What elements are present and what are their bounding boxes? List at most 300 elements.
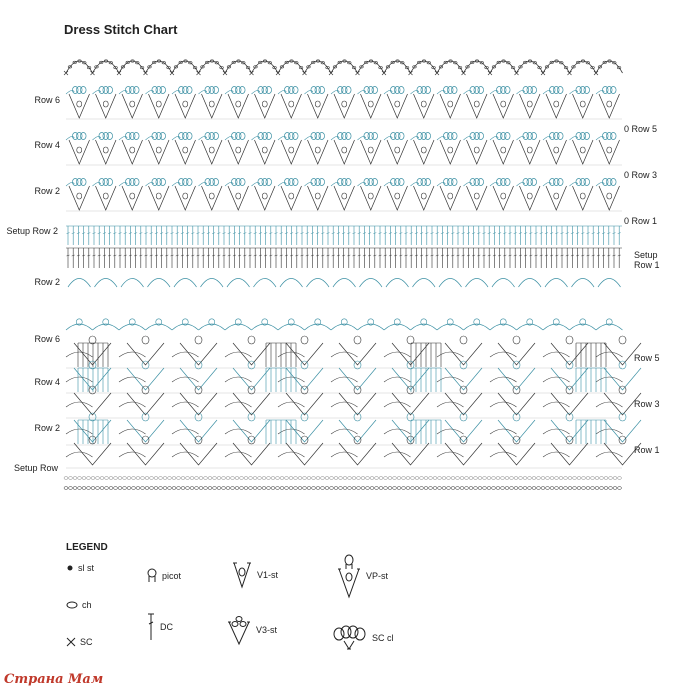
foundation-chain: [438, 487, 442, 490]
chain-stitch: [103, 147, 108, 153]
chain-arch: [278, 402, 305, 407]
chain-arch: [543, 402, 570, 407]
chain-arch: [331, 429, 358, 434]
v-stitch: [127, 443, 164, 465]
v-stitch: [233, 443, 270, 465]
setup-chain: [172, 477, 176, 480]
setup-chain: [469, 477, 473, 480]
chain-stitch: [607, 193, 612, 199]
chain-stitch: [448, 193, 453, 199]
v-stitch: [546, 94, 567, 118]
foundation-chain: [82, 487, 86, 490]
chain-stitch: [130, 147, 135, 153]
picot-arch: [199, 324, 226, 330]
foundation-chain: [262, 487, 266, 490]
setup-chain: [69, 477, 73, 480]
foundation-chain: [564, 487, 568, 490]
foundation-chain: [159, 487, 163, 490]
v-stitch: [546, 140, 567, 164]
chain-arch: [413, 279, 436, 288]
foundation-chain: [555, 487, 559, 490]
chain-arch: [490, 429, 517, 434]
chain-arch: [331, 352, 358, 357]
vp-picot: [513, 413, 520, 421]
setup-chain: [168, 477, 172, 480]
sc-stitch: [488, 71, 492, 75]
lower-left-label-setup-row: Setup Row: [13, 463, 58, 473]
foundation-chain: [519, 487, 523, 490]
v-stitch: [445, 343, 482, 365]
foundation-chain: [352, 487, 356, 490]
sc-icon: [66, 637, 76, 647]
v-stitch: [604, 420, 641, 442]
setup-chain: [478, 477, 482, 480]
v-stitch: [599, 94, 620, 118]
v-stitch: [599, 140, 620, 164]
chain-arch: [172, 377, 199, 382]
sc-cluster: [160, 133, 166, 140]
foundation-chain: [577, 487, 581, 490]
foundation-chain: [483, 487, 487, 490]
picot-arch: [464, 324, 491, 330]
v-stitch: [445, 420, 482, 442]
v-stitch: [440, 186, 461, 210]
vp-picot: [460, 336, 467, 344]
sc-cluster: [451, 133, 457, 140]
sc-cluster: [292, 179, 298, 186]
chain-arch: [146, 61, 173, 73]
foundation-chain: [289, 487, 293, 490]
picot-arch: [570, 324, 597, 330]
sc-cluster: [478, 87, 484, 94]
chain-stitch: [501, 147, 506, 153]
sc-cluster: [133, 179, 139, 186]
chain-arch: [278, 61, 305, 73]
foundation-chain: [537, 487, 541, 490]
foundation-chain: [451, 487, 455, 490]
v-stitch: [149, 94, 170, 118]
v-stitch: [69, 186, 90, 210]
setup-chain: [618, 477, 622, 480]
chain-arch: [490, 402, 517, 407]
sc-stitch: [541, 71, 545, 75]
chain-arch: [66, 429, 93, 434]
foundation-chain: [478, 487, 482, 490]
foundation-chain: [510, 487, 514, 490]
setup-chain: [204, 477, 208, 480]
foundation-chain: [127, 487, 131, 490]
sc-stitch: [594, 71, 598, 75]
setup-chain: [150, 477, 154, 480]
chain-arch: [384, 452, 411, 457]
setup-chain: [568, 477, 572, 480]
foundation-chain: [600, 487, 604, 490]
foundation-chain: [298, 487, 302, 490]
setup-chain: [483, 477, 487, 480]
foundation-chain: [613, 487, 617, 490]
foundation-chain: [222, 487, 226, 490]
v-stitch: [127, 368, 164, 390]
setup-chain: [600, 477, 604, 480]
sc-cluster: [372, 179, 378, 186]
foundation-chain: [325, 487, 329, 490]
setup-chain: [397, 477, 401, 480]
setup-chain: [456, 477, 460, 480]
v-stitch: [74, 443, 111, 465]
sc-cluster: [186, 179, 192, 186]
chain-stitch: [77, 101, 82, 107]
chain-stitch: [209, 101, 214, 107]
chain-arch: [119, 377, 146, 382]
setup-chain: [276, 477, 280, 480]
vp-picot: [566, 436, 573, 444]
chain-stitch: [501, 193, 506, 199]
chain-stitch: [474, 193, 479, 199]
sc-stitch: [250, 71, 254, 75]
sc-cluster: [531, 179, 537, 186]
foundation-chain: [87, 487, 91, 490]
foundation-chain: [141, 487, 145, 490]
v-stitch: [122, 140, 143, 164]
setup-chain: [613, 477, 617, 480]
foundation-chain: [64, 487, 68, 490]
foundation-chain: [375, 487, 379, 490]
lower-left-label-row2: Row 2: [34, 423, 60, 433]
sc-cluster: [451, 179, 457, 186]
chain-arch: [225, 452, 252, 457]
legend-dc: [146, 612, 173, 642]
v-stitch: [361, 94, 382, 118]
v-stitch: [180, 420, 217, 442]
setup-chain: [267, 477, 271, 480]
sc-cluster: [239, 87, 245, 94]
foundation-chain: [546, 487, 550, 490]
setup-chain: [235, 477, 239, 480]
v-stitch: [392, 343, 429, 365]
setup-chain: [222, 477, 226, 480]
v-stitch: [467, 140, 488, 164]
foundation-chain: [361, 487, 365, 490]
chain-stitch: [448, 147, 453, 153]
chain-arch: [437, 61, 464, 73]
sc-cluster: [425, 87, 431, 94]
foundation-chain: [492, 487, 496, 490]
v-stitch: [233, 393, 270, 415]
setup-chain: [82, 477, 86, 480]
chain-arch: [172, 352, 199, 357]
chain-stitch: [501, 101, 506, 107]
vp-picot: [460, 413, 467, 421]
sc-stitch: [91, 71, 95, 75]
chain-arch: [172, 61, 199, 73]
setup-chain: [528, 477, 532, 480]
setup-chain: [510, 477, 514, 480]
chain-stitch: [474, 101, 479, 107]
picot-arch: [437, 324, 464, 330]
sc-stitch: [303, 71, 307, 75]
v-stitch: [74, 368, 111, 390]
foundation-chain: [433, 487, 437, 490]
setup-chain: [226, 477, 230, 480]
foundation-chain: [73, 487, 77, 490]
v-stitch: [180, 368, 217, 390]
chain-stitch: [262, 147, 267, 153]
setup-chain: [586, 477, 590, 480]
sc-stitch: [568, 71, 572, 75]
foundation-chain: [568, 487, 572, 490]
foundation-chain: [424, 487, 428, 490]
v-stitch: [520, 140, 541, 164]
v-stitch: [96, 186, 117, 210]
chain-arch: [225, 352, 252, 357]
setup-chain: [294, 477, 298, 480]
sc-cluster: [160, 179, 166, 186]
chart-title: Dress Stitch Chart: [64, 22, 178, 37]
foundation-chain: [109, 487, 113, 490]
chain-stitch: [183, 193, 188, 199]
setup-chain: [312, 477, 316, 480]
chain-stitch: [580, 147, 585, 153]
chain-stitch: [580, 101, 585, 107]
sc-cluster: [80, 87, 86, 94]
v-stitch: [339, 368, 376, 390]
sc-cluster: [133, 87, 139, 94]
setup-chain: [325, 477, 329, 480]
sc-cluster: [80, 179, 86, 186]
chain-arch: [331, 452, 358, 457]
chain-arch: [466, 279, 489, 288]
chain-arch: [490, 61, 517, 73]
v-stitch: [445, 443, 482, 465]
foundation-chain: [388, 487, 392, 490]
chain-arch: [437, 402, 464, 407]
setup-chain: [195, 477, 199, 480]
v-stitch: [498, 443, 535, 465]
chain-arch: [386, 279, 409, 288]
v-stitch: [387, 94, 408, 118]
setup-chain: [262, 477, 266, 480]
picot-arch: [93, 324, 120, 330]
foundation-chain: [316, 487, 320, 490]
v-stitch: [392, 420, 429, 442]
sc-cluster: [266, 179, 272, 186]
chain-arch: [384, 429, 411, 434]
vp-picot: [248, 413, 255, 421]
foundation-chain: [231, 487, 235, 490]
upper-left-label-row6: Row 6: [34, 95, 60, 105]
foundation-chain: [541, 487, 545, 490]
picot-icon: [146, 568, 158, 584]
foundation-chain: [348, 487, 352, 490]
picot-arch: [384, 324, 411, 330]
setup-chain: [393, 477, 397, 480]
v1-st-icon: [231, 560, 253, 590]
setup-chain: [307, 477, 311, 480]
chain-arch: [199, 61, 226, 73]
chain-stitch: [368, 147, 373, 153]
chain-arch: [225, 377, 252, 382]
chain-stitch: [77, 147, 82, 153]
vp-picot: [513, 436, 520, 444]
watermark-logo: Страна Мам: [4, 672, 104, 687]
foundation-chain: [195, 487, 199, 490]
v-stitch: [498, 420, 535, 442]
v-stitch: [202, 186, 223, 210]
chain-stitch: [580, 193, 585, 199]
foundation-chain: [154, 487, 158, 490]
sc-cluster: [610, 133, 616, 140]
v-stitch: [233, 343, 270, 365]
setup-chain: [132, 477, 136, 480]
foundation-chain: [123, 487, 127, 490]
v-stitch: [445, 368, 482, 390]
foundation-chain: [595, 487, 599, 490]
sc-cluster: [425, 133, 431, 140]
sc-stitch: [515, 71, 519, 75]
v-stitch: [361, 186, 382, 210]
setup-chain: [523, 477, 527, 480]
upper-left-label-row2-bottom: Row 2: [34, 277, 60, 287]
sc-cluster: [557, 179, 563, 186]
setup-chain: [249, 477, 253, 480]
foundation-chain: [460, 487, 464, 490]
foundation-chain: [96, 487, 100, 490]
picot-arch: [543, 324, 570, 330]
lower-chart: [64, 319, 641, 490]
chain-stitch: [395, 147, 400, 153]
foundation-chain: [586, 487, 590, 490]
foundation-chain: [307, 487, 311, 490]
v-stitch: [520, 94, 541, 118]
foundation-chain: [469, 487, 473, 490]
setup-chain: [127, 477, 131, 480]
foundation-chain: [442, 487, 446, 490]
chain-arch: [331, 377, 358, 382]
legend-sc-label: SC: [80, 637, 93, 647]
chain-arch: [360, 279, 383, 288]
foundation-chain: [258, 487, 262, 490]
v-stitch: [551, 368, 588, 390]
sc-cluster: [504, 133, 510, 140]
chain-stitch: [236, 193, 241, 199]
sc-cluster: [584, 87, 590, 94]
vp-picot: [566, 336, 573, 344]
vp-picot: [195, 336, 202, 344]
foundation-chain: [321, 487, 325, 490]
sc-cluster: [160, 87, 166, 94]
foundation-chain: [181, 487, 185, 490]
setup-chain: [159, 477, 163, 480]
v-stitch: [286, 343, 323, 365]
setup-chain: [429, 477, 433, 480]
setup-chain: [564, 477, 568, 480]
ch-icon: [66, 601, 78, 609]
chain-arch: [490, 352, 517, 357]
v-stitch: [286, 443, 323, 465]
foundation-chain: [294, 487, 298, 490]
upper-right-label-row3: 0 Row 3: [624, 170, 658, 180]
chain-stitch: [183, 101, 188, 107]
chain-arch: [66, 402, 93, 407]
chain-stitch: [342, 193, 347, 199]
v-stitch: [498, 393, 535, 415]
setup-chain: [550, 477, 554, 480]
foundation-chain: [366, 487, 370, 490]
setup-chain: [78, 477, 82, 480]
setup-chain: [96, 477, 100, 480]
setup-chain: [375, 477, 379, 480]
v-stitch: [180, 343, 217, 365]
sc-cluster: [557, 133, 563, 140]
foundation-chain: [204, 487, 208, 490]
sc-cluster: [292, 87, 298, 94]
setup-chain: [604, 477, 608, 480]
dc-icon: [146, 612, 156, 642]
chain-arch: [543, 352, 570, 357]
foundation-chain: [244, 487, 248, 490]
lower-left-label-row6: Row 6: [34, 334, 60, 344]
setup-chain: [339, 477, 343, 480]
vp-st-icon: [336, 553, 362, 599]
picot-arch: [596, 324, 623, 330]
v-stitch: [334, 140, 355, 164]
chain-arch: [437, 452, 464, 457]
v-stitch: [573, 186, 594, 210]
v-stitch: [228, 186, 249, 210]
foundation-chain: [91, 487, 95, 490]
picot-arch: [225, 324, 252, 330]
foundation-chain: [285, 487, 289, 490]
v-stitch: [467, 94, 488, 118]
sc-cluster: [610, 179, 616, 186]
picot-arch: [172, 324, 199, 330]
sc-stitch: [409, 71, 413, 75]
vp-picot: [248, 436, 255, 444]
chain-arch: [384, 61, 411, 73]
sc-cluster: [557, 87, 563, 94]
chain-arch: [172, 402, 199, 407]
sc-cluster: [107, 133, 113, 140]
legend-sc-cl: [330, 624, 394, 652]
sc-stitch: [144, 71, 148, 75]
foundation-chain: [550, 487, 554, 490]
legend-sl-st: [66, 563, 94, 573]
chain-arch: [172, 452, 199, 457]
chain-arch: [225, 429, 252, 434]
vp-picot: [407, 436, 414, 444]
vp-picot: [142, 336, 149, 344]
picot-arch: [331, 324, 358, 330]
setup-chain: [460, 477, 464, 480]
sc-stitch: [117, 71, 121, 75]
v-stitch: [127, 393, 164, 415]
chain-arch: [254, 279, 277, 288]
v-stitch: [202, 140, 223, 164]
foundation-chain: [177, 487, 181, 490]
v-stitch: [122, 186, 143, 210]
upper-left-label-row4: Row 4: [34, 140, 60, 150]
upper-right-label-row1: 0 Row 1: [624, 216, 658, 226]
sc-stitch: [276, 71, 280, 75]
vp-picot: [301, 413, 308, 421]
picot-arch: [252, 324, 279, 330]
v-stitch: [286, 368, 323, 390]
v-stitch: [493, 94, 514, 118]
setup-chain: [609, 477, 613, 480]
setup-chain: [438, 477, 442, 480]
sc-cluster: [133, 133, 139, 140]
setup-chain: [487, 477, 491, 480]
